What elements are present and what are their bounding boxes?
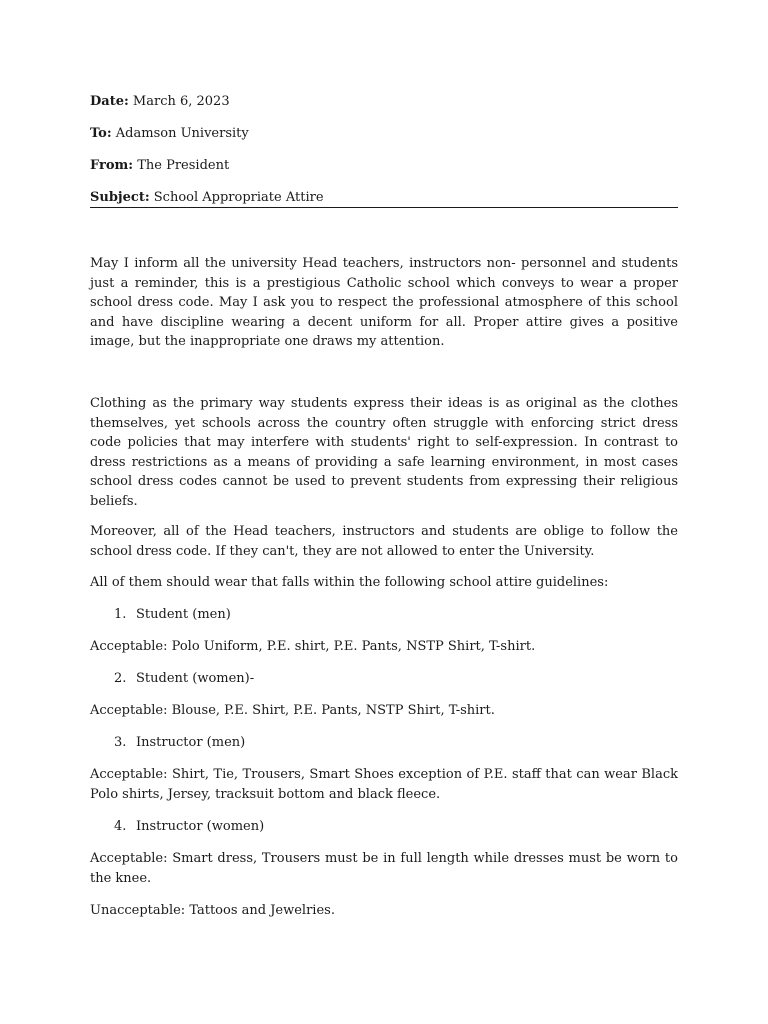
from-label: From:	[90, 158, 134, 173]
paragraph-obligation: Moreover, all of the Head teachers, instructors and students are oblige to follow the school dress code. If they can't, they are not allowed to enter the University.	[90, 524, 678, 559]
memo-to-line	[90, 125, 249, 143]
guideline-label: Student (men)	[136, 607, 231, 622]
guideline-heading-4	[114, 818, 264, 836]
guideline-heading-2	[114, 670, 254, 688]
guideline-number: 3.	[114, 735, 127, 750]
guideline-label: Instructor (women)	[136, 819, 265, 834]
paragraph-reminder: May I inform all the university Head teachers, instructors non- personnel and students just a reminder, this is a prestigious Catholic school which conveys to wear a proper school dress code. May I ask you to respect the professional atmosphere of this school and have discipline wearing a decent uniform for all. Proper attire gives a positive image, but the inappropriate one draws my attention.	[90, 256, 678, 349]
date-value: March 6, 2023	[132, 94, 230, 109]
memo-date-line	[90, 93, 230, 111]
subject-divider	[90, 207, 678, 208]
to-value: Adamson University	[115, 126, 249, 141]
paragraph-clothing-expression: Clothing as the primary way students express their ideas is as original as the clothes themselves, yet schools across the country often struggle with enforcing strict dress code policies that may interfere with students' right to self-expression. In contrast to dress restrictions as a means of providing a safe learning environment, in most cases school dress codes cannot be used to prevent students from expressing their religious beliefs.	[90, 396, 678, 509]
guideline-label: Instructor (men)	[136, 735, 246, 750]
memo-subject-line	[90, 189, 324, 207]
guideline-text-2: Acceptable: Blouse, P.E. Shirt, P.E. Pants, NSTP Shirt, T-shirt.	[90, 703, 495, 718]
guideline-text-1: Acceptable: Polo Uniform, P.E. shirt, P.E. Pants, NSTP Shirt, T-shirt.	[90, 639, 536, 654]
paragraph-unacceptable: Unacceptable: Tattoos and Jewelries.	[90, 903, 335, 918]
guideline-heading-3	[114, 734, 245, 752]
guideline-number: 4.	[114, 819, 127, 834]
guideline-number: 1.	[114, 607, 127, 622]
memo-from-line	[90, 157, 229, 175]
guideline-label: Student (women)-	[136, 671, 255, 686]
guideline-number: 2.	[114, 671, 127, 686]
guideline-heading-1	[114, 606, 231, 624]
from-value: The President	[137, 158, 230, 173]
subject-label: Subject:	[90, 190, 150, 205]
subject-value: School Appropriate Attire	[153, 190, 324, 205]
guideline-text-4: Acceptable: Smart dress, Trousers must be in full length while dresses must be worn to the knee.	[90, 851, 678, 886]
guideline-text-3: Acceptable: Shirt, Tie, Trousers, Smart Shoes exception of P.E. staff that can wear Black Polo shirts, Jersey, tracksuit bottom and black fleece.	[90, 767, 678, 802]
to-label: To:	[90, 126, 112, 141]
paragraph-guidelines-intro: All of them should wear that falls within the following school attire guidelines:	[90, 575, 609, 590]
date-label: Date:	[90, 94, 129, 109]
